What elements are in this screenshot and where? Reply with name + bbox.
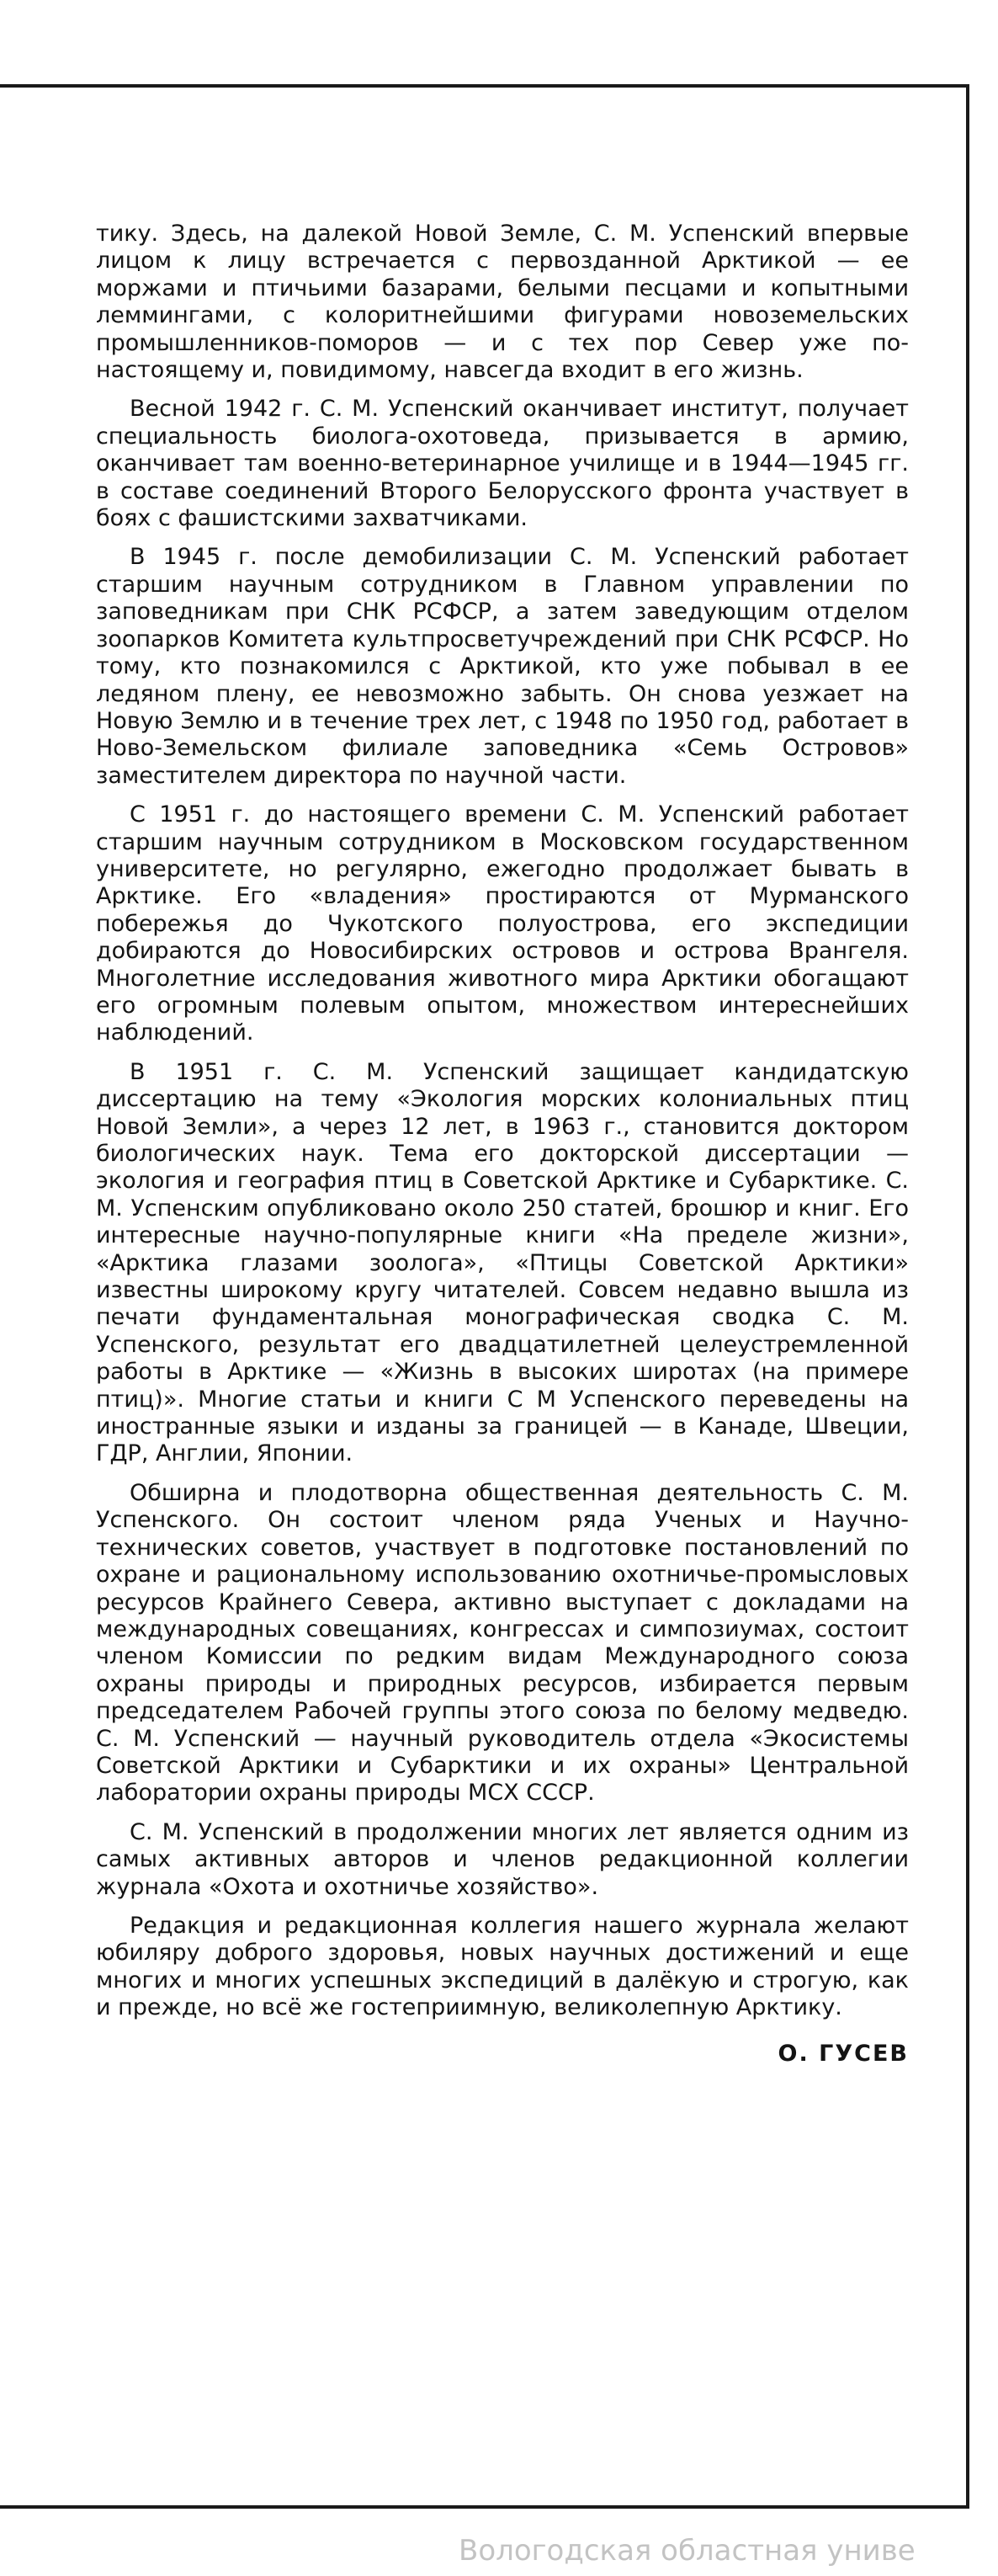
paragraph-8: Редакция и редакционная коллегия нашего журнала желают юбиляру доброго здоровья, новых научных достижений и еще многих и многих успешных экспедиций в далёкую и строгую, как и прежде, но всё же гостеприимную, великолепную Арктику. xyxy=(96,1912,909,2021)
paragraph-7: С. М. Успенский в продолжении многих лет является одним из самых активных авторов и членов редакционной коллегии журнала «Охота и охотничье хозяйство». xyxy=(96,1818,909,1900)
paragraph-5: В 1951 г. С. М. Успенский защищает кандидатскую диссертацию на тему «Экология морских колониальных птиц Новой Земли», а через 12 лет, в 1963 г., становится доктором биологических наук. Тема его докторской диссертации — экология и география птиц в Советской Арктике и Субарктике. С. М. Успенским опубликовано около 250 статей, брошюр и книг. Его интересные научно-популярные книги «На пределе жизни», «Арктика глазами зоолога», «Птицы Советской Арктики» известны широкому кругу читателей. Совсем недавно вышла из печати фундаментальная монографическая сводка С. М. Успенского, результат его двадцатилетней целеустремленной работы в Арктике — «Жизнь в высоких широтах (на примере птиц)». Многие статьи и книги С М Успенского переведены на иностранные языки и изданы за границей — в Канаде, Швеции, ГДР, Англии, Японии. xyxy=(96,1058,909,1467)
paragraph-3: В 1945 г. после демобилизации С. М. Успенский работает старшим научным сотрудником в Главном управлении по заповедникам при СНК РСФСР, а затем заведующим отделом зоопарков Комитета культпросветучреждений при СНК РСФСР. Но тому, кто познакомился с Арктикой, кто уже побывал в ее ледяном плену, ее невозможно забыть. Он снова уезжает на Новую Землю и в течение трех лет, с 1948 по 1950 год, работает в Ново-Земельском филиале заповедника «Семь Островов» заместителем директора по научной части. xyxy=(96,544,909,789)
library-watermark: Вологодская областная униве xyxy=(459,2534,916,2568)
page-frame-right xyxy=(966,84,969,2509)
paragraph-6: Обширна и плодотворна общественная деятельность С. М. Успенского. Он состоит членом ряда Ученых и Научно-технических советов, участвует в подготовке постановлений по охране и рациональному использованию охотничье-промысловых ресурсов Крайнего Севера, активно выступает с докладами на международных совещаниях, конгрессах и симпозиумах, состоит членом Комиссии по редким видам Международного союза охраны природы и природных ресурсов, избирается первым председателем Рабочей группы этого союза по белому медведю. С. М. Успенский — научный руководитель отдела «Экосистемы Советской Арктики и Субарктики и их охраны» Центральной лаборатории охраны природы МСХ СССР. xyxy=(96,1479,909,1807)
page-frame-bottom xyxy=(0,2505,969,2509)
paragraph-4: С 1951 г. до настоящего времени С. М. Успенский работает старшим научным сотрудником в Московском государственном университете, но регулярно, ежегодно продолжает бывать в Арктике. Его «владения» простираются от Мурманского побережья до Чукотского полуострова, его экспедиции добираются до Новосибирских островов и острова Врангеля. Многолетние исследования животного мира Арктики обогащают его огромным полевым опытом, множеством интереснейших наблюдений. xyxy=(96,801,909,1046)
author-signature: О. ГУСЕВ xyxy=(778,2040,909,2067)
article-body xyxy=(96,221,909,2067)
paragraph-1: тику. Здесь, на далекой Новой Земле, С. М. Успенский впервые лицом к лицу встречается с первозданной Арктикой — ее моржами и птичьими базарами, белыми песцами и копытными леммингами, с колоритнейшими фигурами новоземельских промышленников-поморов — и с тех пор Север уже по-настоящему и, повидимому, навсегда входит в его жизнь. xyxy=(96,221,909,384)
paragraph-2: Весной 1942 г. С. М. Успенский оканчивает институт, получает специальность биолога-охотоведа, призывается в армию, оканчивает там военно-ветеринарное училище и в 1944—1945 гг. в составе соединений Второго Белорусского фронта участвует в боях с фашистскими захватчиками. xyxy=(96,396,909,532)
page-frame-top xyxy=(0,84,969,88)
